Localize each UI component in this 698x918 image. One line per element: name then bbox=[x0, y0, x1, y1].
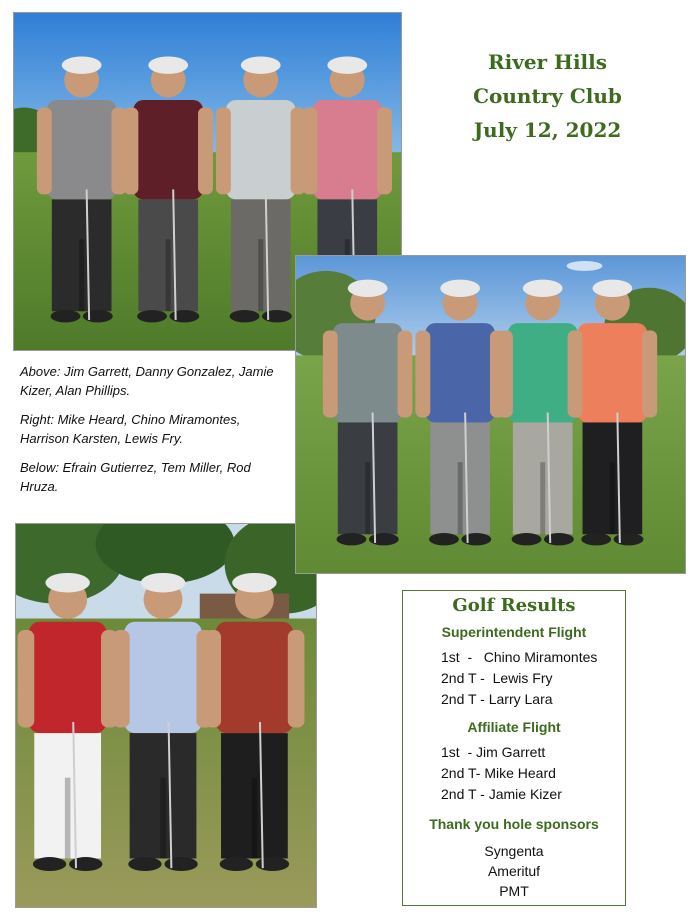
superintendent-result: 2nd T - Larry Lara bbox=[441, 691, 553, 707]
superintendent-flight-title: Superintendent Flight bbox=[441, 624, 587, 640]
sponsor-name: Syngenta bbox=[484, 843, 544, 859]
caption-above: Above: Jim Garrett, Danny Gonzalez, Jamie Kizer, Alan Phillips. bbox=[20, 364, 274, 398]
superintendent-result: 1st - Chino Miramontes bbox=[441, 649, 598, 665]
photo-bottom-image bbox=[16, 524, 316, 907]
event-date: July 12, 2022 bbox=[473, 118, 622, 142]
affiliate-result: 1st - Jim Garrett bbox=[441, 744, 546, 760]
results-title: Golf Results bbox=[452, 595, 576, 616]
event-header bbox=[440, 45, 655, 147]
affiliate-result: 2nd T- Mike Heard bbox=[441, 765, 556, 781]
sponsor-name: PMT bbox=[499, 883, 529, 899]
superintendent-result: 2nd T - Lewis Fry bbox=[441, 670, 553, 686]
club-name-line1: River Hills bbox=[487, 50, 607, 74]
photo-captions bbox=[20, 362, 288, 506]
caption-below: Below: Efrain Gutierrez, Tem Miller, Rod Hruza. bbox=[20, 460, 251, 494]
sponsors-title: Thank you hole sponsors bbox=[429, 816, 599, 832]
photo-right-image bbox=[296, 256, 685, 573]
caption-right: Right: Mike Heard, Chino Miramontes, Harrison Karsten, Lewis Fry. bbox=[20, 412, 241, 446]
photo-group-bottom bbox=[15, 523, 317, 908]
sponsor-name: Amerituf bbox=[487, 863, 541, 879]
affiliate-flight-title: Affiliate Flight bbox=[467, 719, 561, 735]
photo-group-right bbox=[295, 255, 686, 574]
club-name-line2: Country Club bbox=[473, 84, 622, 108]
golf-results-box bbox=[402, 590, 626, 906]
affiliate-result: 2nd T - Jamie Kizer bbox=[441, 786, 562, 802]
